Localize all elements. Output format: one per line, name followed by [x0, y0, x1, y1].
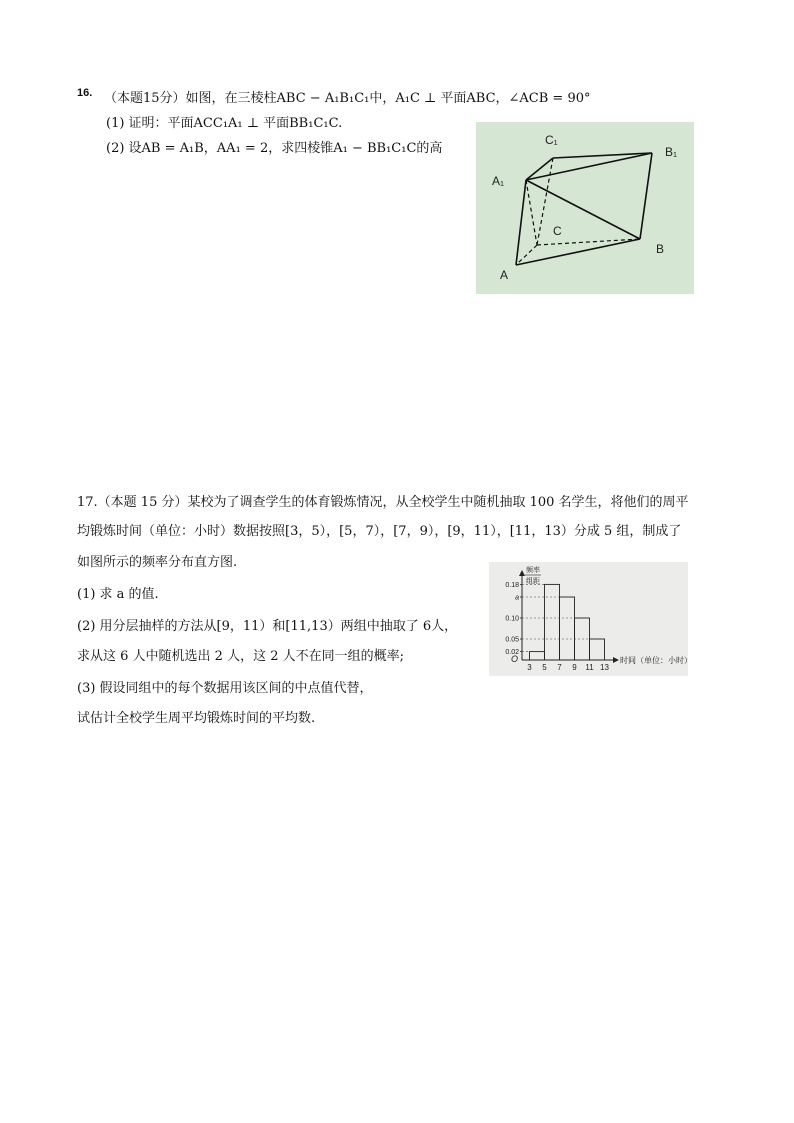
x-tick-label: 9 — [572, 663, 577, 672]
x-axis-label: 时间（单位：小时） — [620, 656, 688, 665]
question-16-number: 16. — [77, 87, 93, 99]
prism-figure — [476, 122, 694, 294]
histogram-figure — [489, 562, 688, 676]
x-axis-arrow — [613, 657, 619, 663]
label-b: B — [656, 242, 665, 256]
y-tick-label: 0.05 — [505, 636, 519, 644]
question-16-stem: （本题15分）如图，在三棱柱ABC − A₁B₁C₁中，A₁C ⊥ 平面ABC，∠ACB = 90° — [104, 91, 591, 106]
label-b1: B₁ — [665, 145, 678, 159]
x-tick-label: 3 — [527, 663, 532, 672]
prism-diagram — [476, 122, 694, 294]
y-label-top: 频率 — [526, 567, 540, 574]
question-17-part-1: (1) 求 a 的值. — [77, 587, 159, 602]
label-c: C — [553, 224, 562, 238]
y-tick-label: 0.02 — [505, 649, 519, 657]
question-17-line-3: 如图所示的频率分布直方图. — [77, 555, 238, 570]
x-tick-label: 7 — [557, 663, 562, 672]
question-17-part-2b: 求从这 6 人中随机选出 2 人，这 2 人不在同一组的概率; — [77, 649, 404, 664]
y-axis-arrow — [519, 570, 525, 576]
edge-a1-a — [516, 180, 526, 265]
question-17-part-3a: (3) 假设同组中的每个数据用该区间的中点值代替， — [77, 681, 373, 696]
frequency-histogram — [489, 562, 688, 676]
label-a1: A₁ — [492, 174, 505, 188]
question-17-part-2a: (2) 用分层抽样的方法从[9，11）和[11,13）两组中抽取了 6人， — [77, 619, 458, 634]
histogram-bar — [560, 597, 575, 660]
edge-a-b — [516, 239, 640, 265]
question-17-line-2: 均锻炼时间（单位：小时）数据按照[3，5），[5，7），[7，9），[9，11），[11，13）分成 5 组，制成了 — [77, 524, 682, 539]
question-16-part-2: (2) 设AB = A₁B，AA₁ = 2，求四棱锥A₁ − BB₁C₁C的高 — [106, 141, 443, 156]
histogram-bar — [530, 652, 545, 660]
label-c1: C₁ — [545, 133, 558, 147]
y-tick-label: a — [515, 594, 519, 602]
histogram-bar — [545, 584, 560, 660]
y-tick-label: 0.18 — [505, 581, 519, 589]
question-16-part-1: (1) 证明：平面ACC₁A₁ ⊥ 平面BB₁C₁C. — [106, 116, 343, 131]
origin-label: O — [511, 654, 519, 664]
edge-c1-c — [537, 158, 553, 245]
edge-a1-b1 — [526, 153, 652, 180]
edge-b1-b — [640, 153, 652, 239]
y-label-bottom: 组距 — [526, 578, 540, 585]
histogram-bar — [590, 639, 605, 660]
question-17-part-3b: 试估计全校学生周平均锻炼时间的平均数. — [77, 711, 316, 726]
label-a: A — [500, 268, 509, 282]
question-17-line-1: 17.（本题 15 分）某校为了调查学生的体育锻炼情况，从全校学生中随机抽取 100 名学生，将他们的周平 — [77, 495, 689, 510]
edge-a1-c — [526, 180, 537, 245]
y-tick-label: 0.10 — [505, 615, 519, 623]
x-tick-label: 5 — [542, 663, 547, 672]
x-tick-label: 11 — [585, 663, 594, 672]
x-tick-label: 13 — [600, 663, 609, 672]
